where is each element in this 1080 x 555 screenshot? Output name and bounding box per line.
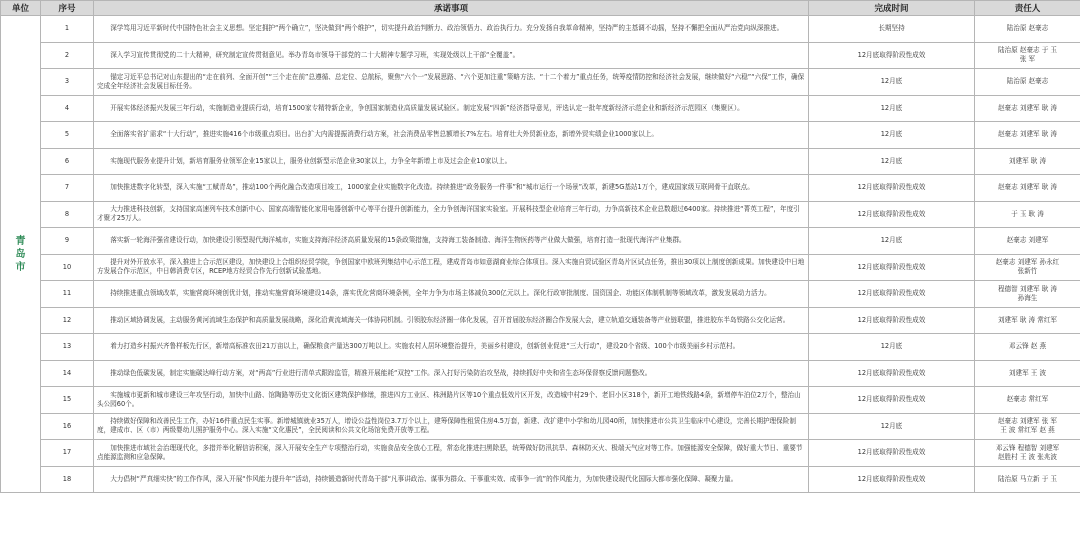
time-cell: 12月底 — [809, 148, 975, 175]
table-row — [1, 307, 1080, 334]
responsible-cell: 刘建军 耿 涛 — [975, 148, 1080, 175]
seq-cell: 8 — [41, 201, 94, 228]
seq-cell: 15 — [41, 387, 94, 414]
time-cell: 12月底取得阶段性成效 — [809, 387, 975, 414]
content-cell-text: 着力打造乡村振兴齐鲁样板先行区，新增高标准农田21万亩以上，确保粮食产量达300万吨以上。实施农村人居环境整治提升，美丽乡村建设，创新创业促进“三大行动”，建设20个省级、100个市级美丽乡村示范村。 — [110, 342, 740, 351]
table-row — [1, 228, 1080, 255]
seq-cell: 18 — [41, 466, 94, 493]
time-cell: 12月底 — [809, 228, 975, 255]
content-cell — [94, 254, 809, 281]
table-row — [1, 387, 1080, 414]
table-row — [1, 466, 1080, 493]
responsible-cell: 刘建军 耿 涛 常红军 — [975, 307, 1080, 334]
content-cell — [94, 16, 809, 43]
seq-cell: 12 — [41, 307, 94, 334]
table-header-row — [1, 1, 1080, 16]
content-cell — [94, 42, 809, 69]
table-row — [1, 334, 1080, 361]
content-cell-text: 落实新一轮海洋强省建设行动，加快建设引领型现代海洋城市，实施支持海洋经济高质量发展的15条政策措施，支持海工装备制造、海洋生物医药等产业做大做强，培育打造一批现代海洋产业集群。 — [110, 236, 686, 245]
responsible-cell: 刘建军 王 波 — [975, 360, 1080, 387]
table-body — [1, 16, 1080, 493]
content-cell — [94, 387, 809, 414]
content-cell-text: 加快推进市域社会治理现代化，多措并举化解信访积案，深入开展安全生产专项整治行动，实施食品安全放心工程，常态化推进扫黑除恶，统筹做好防汛抗旱、森林防灭火、极端天气应对等工作。加强能源安全保障，做好重大节日、重要节点能源监测和应急保障。 — [97, 443, 803, 461]
content-cell — [94, 440, 809, 467]
responsible-cell: 赵豪志 刘建军 耿 涛 — [975, 122, 1080, 149]
seq-cell: 14 — [41, 360, 94, 387]
time-cell: 12月底 — [809, 95, 975, 122]
content-cell — [94, 228, 809, 255]
table-row — [1, 42, 1080, 69]
seq-cell: 4 — [41, 95, 94, 122]
content-cell — [94, 307, 809, 334]
header-content: 承诺事项 — [94, 1, 809, 16]
seq-cell: 2 — [41, 42, 94, 69]
responsible-cell: 赵豪志 刘建军 张 军 王 波 常红军 赵 燕 — [975, 413, 1080, 440]
seq-cell: 6 — [41, 148, 94, 175]
content-cell-text: 大力推进科技创新，支持国家高速列车技术创新中心、国家高端智能化家用电器创新中心等平台提升创新能力，全力争创海洋国家实验室。开展科技型企业培育三年行动，力争高新技术企业总数超过6400家。持续推进“菁英工程”，年度引才聚才25万人。 — [97, 205, 800, 223]
content-cell-text: 加快推进数字化转型，深入实施“工赋青岛”，推动100个两化融合改造项目竣工，1000家企业实施数字化改造。持续推进“政务服务一件事”和“城市运行一个场景”改革，新建5G基站1万个，建成国家级互联网骨干直联点。 — [110, 183, 754, 192]
table-row — [1, 440, 1080, 467]
responsible-cell: 赵豪志 刘建军 耿 涛 — [975, 95, 1080, 122]
responsible-cell: 赵豪志 刘建军 耿 涛 — [975, 175, 1080, 202]
seq-cell: 13 — [41, 334, 94, 361]
table-row — [1, 413, 1080, 440]
table-row — [1, 175, 1080, 202]
table-row — [1, 95, 1080, 122]
content-cell-text: 实施城市更新和城市建设三年攻坚行动，加快中山路、馆陶路等历史文化街区建筑保护修缮，推进四方工业区、株洲路片区等10个重点低效片区开发，改造城中村29个、老旧小区318个，新开工地铁线路4条，新增停车泊位2万个，整治山头公园60个。 — [97, 390, 801, 408]
time-cell: 12月底取得阶段性成效 — [809, 42, 975, 69]
header-unit: 单位 — [1, 1, 41, 16]
responsible-cell: 赵豪志 刘建军 — [975, 228, 1080, 255]
time-cell: 12月底取得阶段性成效 — [809, 201, 975, 228]
time-cell: 12月底 — [809, 69, 975, 96]
responsible-cell: 赵豪志 刘建军 孙永红 张新竹 — [975, 254, 1080, 281]
content-cell-text: 深学笃用习近平新时代中国特色社会主义思想。坚定拥护“两个确立”，坚决做到“两个维护”，切实提升政治判断力、政治领悟力、政治执行力。充分发扬自我革命精神，坚持严的主基调不动摇，坚持不懈把全面从严治党向纵深推进。 — [110, 24, 784, 33]
content-cell — [94, 175, 809, 202]
responsible-cell: 邓云锋 赵 燕 — [975, 334, 1080, 361]
table-row — [1, 122, 1080, 149]
seq-cell: 7 — [41, 175, 94, 202]
table-row — [1, 360, 1080, 387]
responsible-cell: 赵豪志 常红军 — [975, 387, 1080, 414]
content-cell-text: 大力倡树“严真细实快”的工作作风，深入开展“作风能力提升年”活动，持续锻造新时代青岛干部“凡事讲政治、谋事为群众、干事重实效、成事争一流”的作风能力，为加快建设现代化国际大都市强化保障、凝聚力量。 — [110, 474, 738, 483]
seq-cell: 17 — [41, 440, 94, 467]
seq-cell: 1 — [41, 16, 94, 43]
header-seq: 序号 — [41, 1, 94, 16]
time-cell: 12月底取得阶段性成效 — [809, 175, 975, 202]
content-cell — [94, 334, 809, 361]
time-cell: 长期坚持 — [809, 16, 975, 43]
seq-cell: 9 — [41, 228, 94, 255]
content-cell — [94, 148, 809, 175]
time-cell: 12月底 — [809, 122, 975, 149]
responsible-cell: 程德智 刘建军 耿 涛 孙海生 — [975, 281, 1080, 308]
responsible-cell: 陆治原 赵豪志 于 玉 张 军 — [975, 42, 1080, 69]
content-cell-text: 锚定习近平总书记对山东提出的“走在前列、全面开创”“三个走在前”总遵循、总定位、总航标，聚焦“六个一”发展思路、“六个更加注重”策略方法、“十二个着力”重点任务，统筹疫情防控和经济社会发展，继续做好“六稳”“六保”工作，确保完成全年经济社会发展目标任务。 — [97, 72, 805, 90]
time-cell: 12月底取得阶段性成效 — [809, 307, 975, 334]
responsible-cell: 陆治原 赵豪志 — [975, 69, 1080, 96]
time-cell: 12月底 — [809, 413, 975, 440]
time-cell: 12月底取得阶段性成效 — [809, 281, 975, 308]
content-cell — [94, 360, 809, 387]
content-cell — [94, 413, 809, 440]
table-row — [1, 201, 1080, 228]
responsible-cell: 邓云锋 程德智 刘建军 赵胜村 王 波 张兆波 — [975, 440, 1080, 467]
time-cell: 12月底取得阶段性成效 — [809, 360, 975, 387]
header-responsible: 责任人 — [975, 1, 1080, 16]
content-cell — [94, 95, 809, 122]
table-row — [1, 69, 1080, 96]
content-cell-text: 深入学习宣传贯彻党的二十大精神，研究制定宣传贯彻意见。举办青岛市领导干部党的二十大精神专题学习班，实现处级以上干部“全覆盖”。 — [110, 50, 520, 59]
content-cell-text: 全面落实省扩需求“十大行动”，推进实施416个市级重点项目。出台扩大内需提振消费行动方案，社会消费品零售总额增长7%左右。培育壮大外贸新业态，新增外贸实绩企业1000家以上。 — [110, 130, 658, 139]
responsible-cell: 陆治原 马立新 于 玉 — [975, 466, 1080, 493]
time-cell: 12月底取得阶段性成效 — [809, 440, 975, 467]
unit-name: 青岛市 — [15, 235, 26, 273]
responsible-cell: 于 玉 耿 涛 — [975, 201, 1080, 228]
table-row — [1, 254, 1080, 281]
responsible-cell: 陆治原 赵豪志 — [975, 16, 1080, 43]
time-cell: 12月底取得阶段性成效 — [809, 466, 975, 493]
unit-cell — [1, 16, 41, 493]
content-cell-text: 持续做好保障和改善民生工作，办好16件重点民生实事。新增城镇就业35万人，增设公益性岗位3.7万个以上，建筹保障性租赁住房4.5万套，新建、改扩建中小学和幼儿园40所，加快推进市公共卫生临床中心建设，完善长期护理保险制度，建成市、区（市）两级婴幼儿照护服务中心。深入实施“文化惠民”，全民阅读和公共文化场馆免费开放等工程。 — [97, 417, 796, 435]
content-cell — [94, 122, 809, 149]
header-time: 完成时间 — [809, 1, 975, 16]
content-cell — [94, 69, 809, 96]
seq-cell: 5 — [41, 122, 94, 149]
content-cell-text: 开展实体经济振兴发展三年行动，实施制造业提质行动，培育1500家专精特新企业，争创国家制造业高质量发展试验区。制定发展“四新”经济指导意见，评选认定一批年度新经济示范企业和新经济示范园区（集聚区）。 — [110, 103, 744, 112]
content-cell-text: 提升对外开放水平，深入推进上合示范区建设，加快建设上合组织经贸学院，争创国家中欧班列集结中心示范工程，建成青岛市如意湖商业综合体项目。深入实施自贸试验区青岛片区试点任务，推出30项以上制度创新成果。加快建设中日地方发展合作示范区，中日韩消费专区，RCEP地方经贸合作先行创新试验基地。 — [97, 258, 805, 276]
content-cell — [94, 281, 809, 308]
seq-cell: 3 — [41, 69, 94, 96]
seq-cell: 16 — [41, 413, 94, 440]
seq-cell: 10 — [41, 254, 94, 281]
time-cell: 12月底 — [809, 334, 975, 361]
table-row — [1, 148, 1080, 175]
content-cell-text: 推动绿色低碳发展，制定实施碳达峰行动方案，对“两高”行业进行清单式跟踪监管，精准开展能耗“双控”工作。深入打好污染防治攻坚战，持续抓好中央和省生态环保督察反馈问题整改。 — [110, 368, 652, 377]
content-cell-text: 持续推进重点领域改革，实施营商环境创优计划，推动实施营商环境建设14条，落实优化营商环境条例，全年力争为市场主体减负300亿元以上。深化行政审批制度、国资国企、功能区体制机制等领域改革，激发发展动力活力。 — [110, 289, 771, 298]
time-cell: 12月底取得阶段性成效 — [809, 254, 975, 281]
content-cell — [94, 201, 809, 228]
table-row — [1, 16, 1080, 43]
content-cell-text: 实施现代服务业提升计划，新培育服务业领军企业15家以上，服务业创新型示范企业30家以上，力争全年新增上市及过会企业10家以上。 — [110, 156, 512, 165]
table-row — [1, 281, 1080, 308]
content-cell-text: 推动区域协调发展，主动服务黄河流域生态保护和高质量发展战略，深化沿黄流域海关一体协同机制。引领胶东经济圈一体化发展，召开首届胶东经济圈合作发展大会，建立轨道交通装备等产业链联盟，推进胶东半岛铁路公交化运营。 — [110, 315, 790, 324]
content-cell — [94, 466, 809, 493]
seq-cell: 11 — [41, 281, 94, 308]
